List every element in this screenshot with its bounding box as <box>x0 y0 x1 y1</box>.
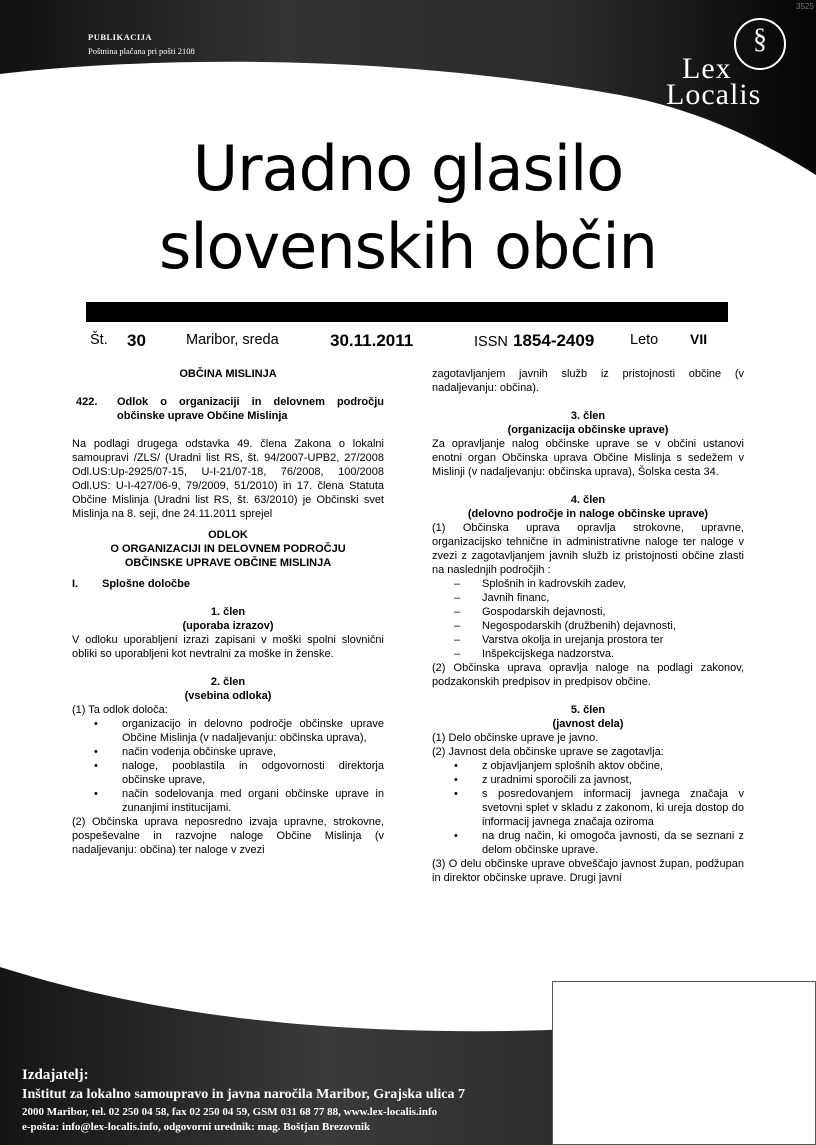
article-3-subtitle: (organizacija občinske uprave) <box>507 424 669 436</box>
article-2-paragraph-2: (2) Občinska uprava neposredno izvaja upravne, strokovne, pospeševalne in razvojne naloge Občine Mislinja (v nadaljevanju: občina) ter naloge v zvezi <box>72 816 384 856</box>
list-item: • organizacijo in delovno področje občinske uprave Občine Mislinja (v nadaljevanju: občinska uprava), <box>72 717 384 745</box>
year-label: Leto <box>630 332 659 348</box>
issn-label: ISSN <box>474 334 508 350</box>
continuation-text: zagotavljanjem javnih služb iz pristojnosti občine (v nadaljevanju: občina). <box>432 368 744 394</box>
article-3-text: Za opravljanje nalog občinske uprave se v občini ustanovi enotni organ Občinska uprava Občine Mislinja s sedežem v Mislinji (v nadaljevanju: občinska uprava), Šolska cesta 34. <box>432 438 744 478</box>
municipality-name: OBČINA MISLINJA <box>179 368 277 380</box>
issn-number: 1854-2409 <box>513 331 595 350</box>
article-5-paragraph-3: (3) O delu občinske uprave obveščajo javnost župan, podžupan in direktor občinske uprave. Drugi javni <box>432 858 744 884</box>
list-item: • z objavljanjem splošnih aktov občine, <box>432 759 744 773</box>
list-item: – Inšpekcijskega nadzorstva. <box>432 647 744 661</box>
act-number: 422. <box>76 396 98 408</box>
logo-line-1: Lex <box>682 52 732 85</box>
list-item: – Negospodarskih (družbenih) dejavnosti, <box>432 619 744 633</box>
act-title: Odlok o organizaciji in delovnem področju občinske uprave Občine Mislinja <box>117 396 384 422</box>
address-label-box <box>552 981 816 1145</box>
title-line-2: slovenskih občin <box>159 210 657 283</box>
lex-localis-logo <box>662 14 797 111</box>
article-3-title: 3. člen <box>570 410 606 422</box>
decree-title-2: O ORGANIZACIJI IN DELOVNEM PODROČJU <box>110 543 346 555</box>
year-value: VII <box>690 331 708 347</box>
list-item: • način sodelovanja med organi občinske uprave in zunanjimi institucijami. <box>72 787 384 815</box>
article-4-subtitle: (delovno področje in naloge občinske uprave) <box>467 508 709 520</box>
article-5-paragraph-1: (1) Delo občinske uprave je javno. <box>432 732 599 744</box>
section-title: Splošne določbe <box>102 578 191 590</box>
issue-date: 30.11.2011 <box>330 331 414 350</box>
list-item: – Gospodarskih dejavnosti, <box>432 605 744 619</box>
article-4-title: 4. člen <box>570 494 606 506</box>
publication-note <box>88 30 195 58</box>
title-rule <box>86 302 728 322</box>
email-line: e-pošta: info@lex-localis.info, odgovorni urednik: mag. Boštjan Brezovnik <box>22 1121 371 1133</box>
article-1-text: V odloku uporabljeni izrazi zapisani v moški spolni slovnični obliki so uporabljeni kot nevtralni za moške in ženske. <box>72 634 384 660</box>
section-sign-icon: § <box>753 24 767 55</box>
preamble: Na podlagi drugega odstavka 49. člena Zakona o lokalni samoupravi /ZLS/ (Uradni list RS, št. 94/2007-UPB2, 27/2008 Odl.US:Up-2925/07-15, U-I-21/07-18, 76/2008, 100/2008 Odl.US: U-I-427/06-9, 79/2009, 51/2010) in 17. člena Statuta Občine Mislinja (Uradni list RS, št. 63/2010) je Občinski svet Mislinja na 8. seji, dne 24.11.2011 sprejel <box>72 438 384 520</box>
decree-title-3: OBČINSKE UPRAVE OBČINE MISLINJA <box>124 557 332 569</box>
article-4-paragraph-2: (2) Občinska uprava opravlja naloge na podlagi zakonov, podzakonskih predpisov in predpisov občine. <box>432 662 744 688</box>
list-item: • s posredovanjem informacij javnega značaja v svetovni splet v skladu z zakonom, ki ureja dostop do informacij javnega značaja oziroma <box>432 787 744 829</box>
article-2-intro: (1) Ta odlok določa: <box>72 704 168 716</box>
left-column <box>72 367 384 857</box>
postage-note: Poštnina plačana pri pošti 2108 <box>88 46 195 56</box>
list-item: – Javnih financ, <box>432 591 744 605</box>
issue-label: Št. <box>90 332 108 348</box>
article-1-title: 1. člen <box>210 606 246 618</box>
act-heading <box>72 395 384 423</box>
article-5-paragraph-2: (2) Javnost dela občinske uprave se zagotavlja: <box>432 746 664 758</box>
right-column <box>432 367 744 885</box>
list-item: • način vodenja občinske uprave, <box>72 745 384 759</box>
publisher-label: Izdajatelj: <box>22 1067 89 1083</box>
page-number: 3525 <box>796 2 814 11</box>
publication-label: PUBLIKACIJA <box>88 32 153 42</box>
list-item: • na drug način, ki omogoča javnosti, da se seznani z delom občinske uprave. <box>432 829 744 857</box>
logo-line-2: Localis <box>666 78 762 111</box>
section-number: I. <box>72 578 79 590</box>
article-5-title: 5. člen <box>570 704 606 716</box>
article-2-title: 2. člen <box>210 676 246 688</box>
article-2-subtitle: (vsebina odloka) <box>184 690 272 702</box>
article-5-subtitle: (javnost dela) <box>552 718 624 730</box>
contact-line: 2000 Maribor, tel. 02 250 04 58, fax 02 250 04 59, GSM 031 68 77 88, www.lex-localis.info <box>22 1106 438 1118</box>
place-day: Maribor, sreda <box>186 332 279 348</box>
list-item: • naloge, pooblastila in odgovornosti direktorja občinske uprave, <box>72 759 384 787</box>
list-item: • z uradnimi sporočili za javnost, <box>432 773 744 787</box>
section-heading <box>72 577 384 591</box>
list-item: – Splošnih in kadrovskih zadev, <box>432 577 744 591</box>
article-4-intro: (1) Občinska uprava opravlja strokovne, upravne, organizacijsko tehnične in administrativne naloge ter naloge v zvezi z zagotavljanjem javnih služb iz pristojnosti občine zlasti na naslednjih področjih : <box>432 522 744 576</box>
title-line-1: Uradno glasilo <box>192 132 624 205</box>
publisher-name: Inštitut za lokalno samoupravo in javna naročila Maribor, Grajska ulica 7 <box>22 1087 465 1102</box>
masthead-title <box>0 130 816 286</box>
article-1-subtitle: (uporaba izrazov) <box>182 620 274 632</box>
list-item: – Varstva okolja in urejanja prostora ter <box>432 633 744 647</box>
decree-title-1: ODLOK <box>208 529 248 541</box>
issue-number: 30 <box>127 331 146 350</box>
